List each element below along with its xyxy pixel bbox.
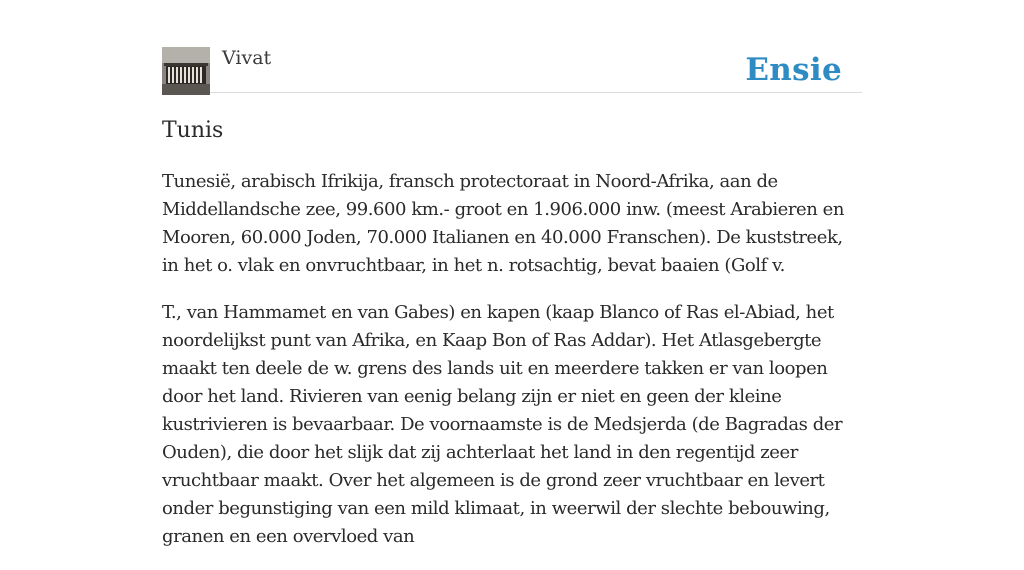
building-photo-icon [162,47,210,95]
paragraph: T., van Hammamet en van Gabes) en kapen (kaap Blanco of Ras el-Abiad, het noordelijkst punt van Afrika, en Kaap Bon of Ras Addar). Het Atlasgebergte maakt ten deele de w. grens des lands uit en meerdere takken er van loopen door het land. Rivieren van eenig belang zijn er niet en geen der kleine kustrivieren is bevaarbaar. De voornaamste is de Medsjerda (de Bagradas der Ouden), die door het slijk dat zij achterlaat het land in den regentijd zeer vruchtbaar maakt. Over het algemeen is de grond zeer vruchtbaar en levert onder begunstiging van een mild klimaat, in weerwil der slechte bebouwing, granen en een overvloed van [162,302,843,547]
author-avatar[interactable] [162,47,210,95]
page-header [162,46,862,93]
brand-logo[interactable]: Ensie [745,52,842,88]
author-name[interactable]: Vivat [222,47,272,69]
paragraph: Tunesië, arabisch Ifrikija, fransch protectoraat in Noord-Afrika, aan de Middellandsche zee, 99.600 km.- groot en 1.906.000 inw. (meest Arabieren en Mooren, 60.000 Joden, 70.000 Italianen en 40.000 Franschen). De kuststreek, in het o. vlak en onvruchtbaar, in het n. rotsachtig, bevat baaien (Golf v. [162,171,845,276]
article-title: Tunis [162,118,224,143]
article-body [162,168,862,570]
